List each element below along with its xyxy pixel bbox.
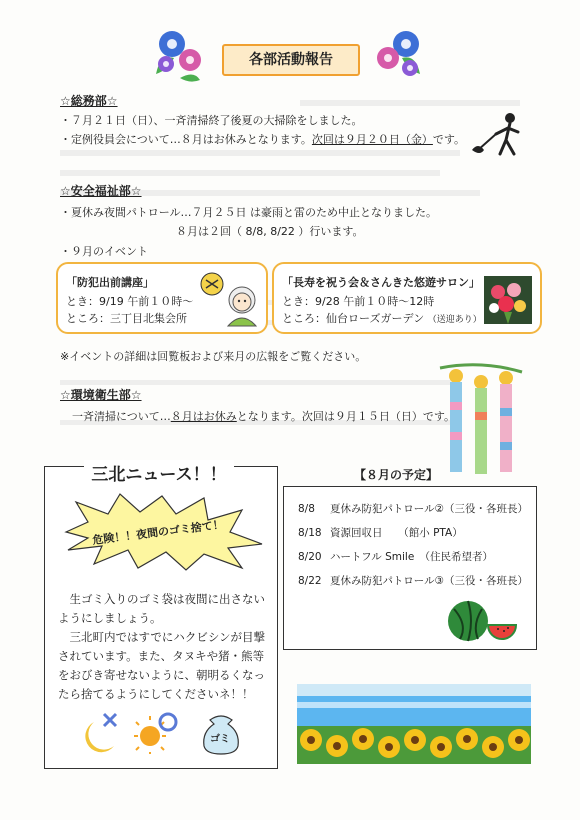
general-next-date: 次回は９月２０日（金）	[311, 133, 433, 146]
schedule-row	[298, 501, 528, 516]
schedule-date: 8/18	[298, 527, 322, 539]
garbage-bag-label: ゴミ	[210, 734, 230, 745]
general-line-2-prefix: ・定例役員会について…８月はお休みとなります。	[60, 133, 312, 146]
environment-prefix: 一斉清掃について…	[72, 410, 171, 423]
event2-title: 「長寿を祝う会＆さんきた悠遊サロン」	[282, 276, 480, 289]
schedule-date: 8/8	[298, 503, 315, 515]
news-burst-text: 危険！！夜間のゴミ捨て！	[91, 518, 225, 547]
sun-circle-icon	[132, 708, 182, 754]
event1-title: 「防犯出前講座」	[66, 276, 154, 289]
environment-heading: ☆環境衛生部☆	[60, 388, 142, 402]
sunflower-banner-image	[297, 684, 531, 764]
gardener-icon	[470, 110, 530, 160]
event2-shuttle-note: （送迎あり）	[427, 315, 482, 325]
page-title: 各部活動報告	[222, 44, 360, 76]
watermelon-icon	[444, 595, 518, 645]
schedule-panel	[283, 486, 537, 650]
event2-when: とき：9/28 午前１０時～12時	[282, 295, 435, 308]
safety-line-3: ・９月のイベント	[60, 245, 148, 258]
morning-glory-right-icon	[372, 24, 428, 84]
schedule-text: 夏休み防犯パトロール②（三役・各班長）	[330, 503, 528, 515]
schedule-date: 8/22	[298, 575, 322, 587]
elderly-woman-with-scam-thought-icon	[198, 270, 262, 328]
safety-line-2: ８月は２回（ 8/8, 8/22 ）行います。	[176, 225, 364, 238]
schedule-text: 夏休み防犯パトロール③（三役・各班長）	[330, 575, 528, 587]
news-body-text: 生ゴミ入りのゴミ袋は夜間に出さないようにしましょう。 三北町内ではすでにハクビシンが目撃されています。また、タヌキや猪・熊等をおびき寄せないように、朝明るくなったら捨てるようにしてくださいネ！！	[58, 592, 266, 701]
events-note: ※イベントの詳細は回覧板および来月の広報をご覧ください。	[60, 350, 367, 363]
event-card-crime-prevention	[56, 262, 268, 334]
general-line-2	[60, 131, 465, 147]
event1-when: とき：9/19 午前１０時～	[66, 295, 194, 308]
environment-emph: ８月はお休み	[170, 410, 237, 423]
morning-glory-left-icon	[150, 24, 206, 84]
schedule-row	[298, 525, 463, 540]
news-body	[58, 590, 268, 704]
schedule-row	[298, 573, 528, 588]
environment-line	[72, 408, 455, 424]
schedule-text: 資源回収日 （館小 PTA）	[330, 527, 463, 539]
news-title: 三北ニュース！！	[84, 460, 234, 490]
flower-bouquet-photo	[484, 276, 532, 324]
safety-heading: ☆安全福祉部☆	[60, 184, 142, 198]
event-card-longevity-salon	[272, 262, 542, 334]
event2-where-text: ところ：仙台ローズガーデン	[282, 312, 425, 325]
schedule-title: 【８月の予定】	[354, 468, 439, 482]
general-line-2-suffix: です。	[432, 133, 466, 146]
schedule-row	[298, 549, 493, 564]
event2-where	[282, 310, 482, 326]
schedule-date: 8/20	[298, 551, 322, 563]
general-affairs-heading: ☆総務部☆	[60, 94, 118, 108]
environment-suffix: となります。次回は９月１５日（日）です。	[236, 410, 456, 423]
moon-cross-icon	[80, 710, 124, 754]
safety-line-1: ・夏休み夜間パトロール…７月２５日 は豪雨と雷のため中止となりました。	[60, 206, 438, 219]
schedule-text: ハートフル Smile （住民希望者）	[330, 551, 494, 563]
general-line-1: ・７月２１日（日）、一斉清掃終了後夏の大掃除をしました。	[60, 114, 363, 127]
event1-where: ところ：三丁目北集会所	[66, 312, 187, 325]
